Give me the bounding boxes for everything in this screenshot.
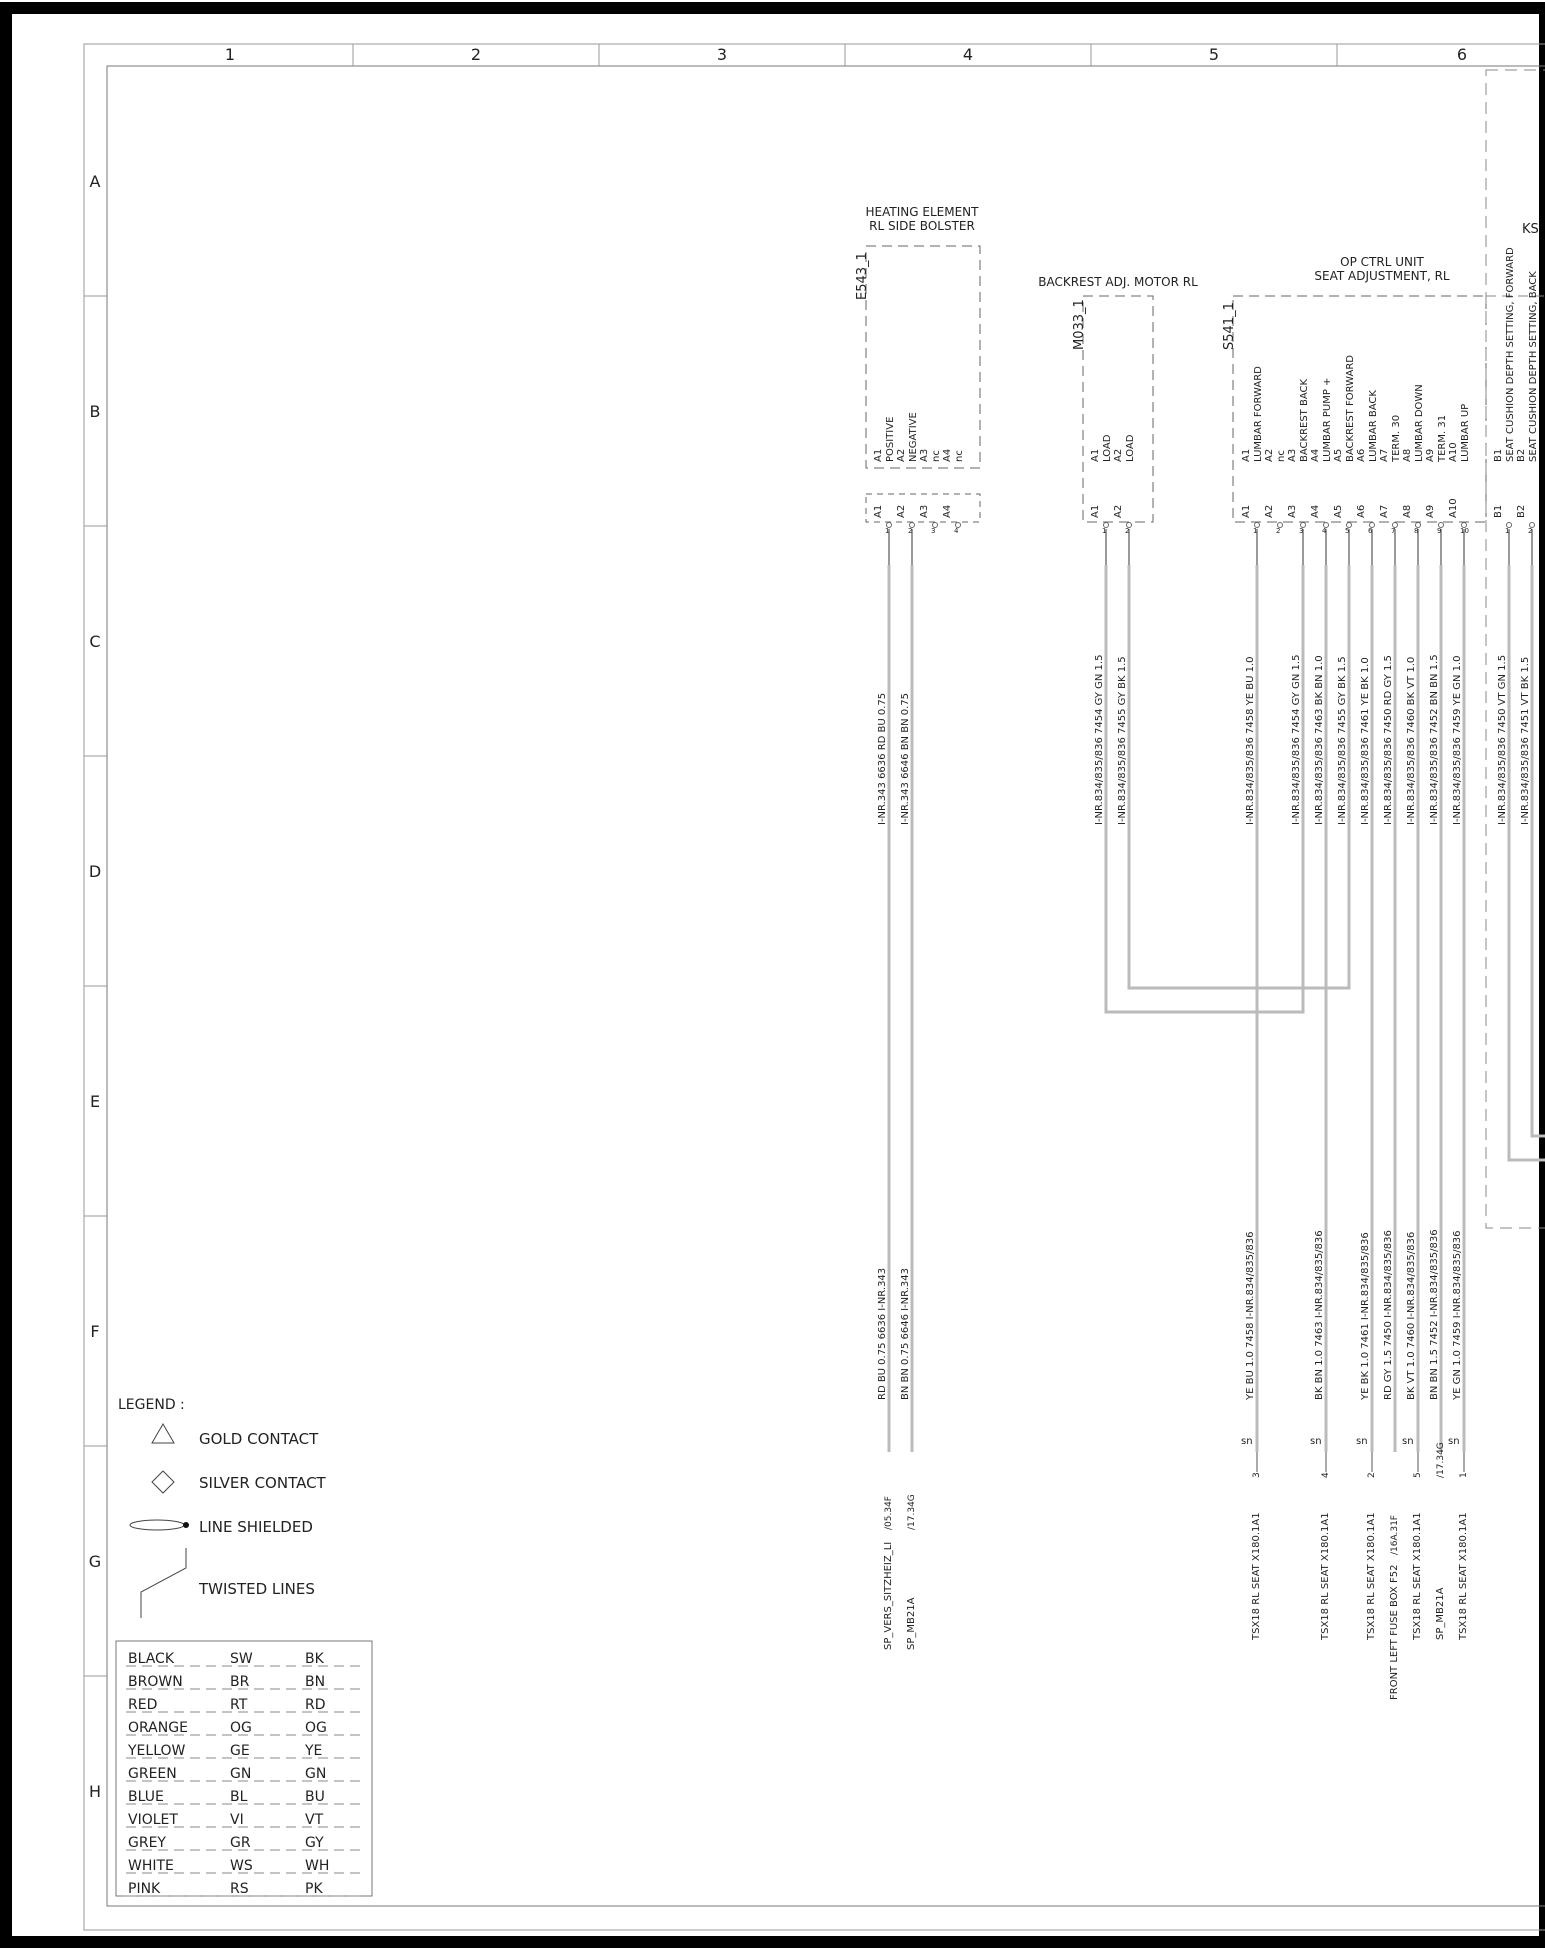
pin-contact-icon [1324, 523, 1329, 528]
color-name: WHITE [128, 1858, 174, 1874]
s541-title-1: OP CTRL UNIT [1340, 255, 1424, 269]
pin-contact-icon [1104, 523, 1109, 528]
pin-contact-icon [1462, 523, 1467, 528]
pin-number: 4 [954, 527, 959, 535]
pin-id-label: A3 [1287, 448, 1298, 462]
connector-pin-id: A2 [896, 504, 907, 518]
color-code-de: RS [230, 1881, 249, 1897]
pin-function-label: LUMBAR FORWARD [1253, 366, 1264, 462]
column-label: 1 [224, 45, 236, 64]
connector-pin-id: A2 [1264, 504, 1275, 518]
pin-number: 2 [1276, 527, 1281, 535]
wire-label-top: I-NR.834/835/836 7463 BK BN 1.0 [1314, 655, 1325, 825]
wire-layer [877, 529, 1532, 1700]
row-label: C [89, 632, 101, 651]
pin-number: 3 [1299, 527, 1304, 535]
color-code-en: GN [305, 1766, 327, 1782]
row-label: E [89, 1092, 101, 1111]
destination-ref: 1 [1459, 1472, 1469, 1478]
connector-pin-id: A1 [1241, 504, 1252, 518]
pin-contact-icon [933, 523, 938, 528]
legend-gold: GOLD CONTACT [199, 1430, 319, 1448]
wire-label-top: I-NR.834/835/836 7451 VT BK 1.5 [1520, 656, 1531, 825]
wire-label-top: I-NR.343 6646 BN BN 0.75 [900, 692, 911, 825]
pin-id-label: A4 [942, 448, 953, 462]
color-code-en: GY [305, 1835, 324, 1851]
pin-id-label: A7 [1379, 448, 1390, 462]
pin-function-label: LUMBAR DOWN [1414, 384, 1425, 462]
destination-label: SP_VERS_SITZHEIZ_LI [883, 1541, 894, 1650]
color-name: ORANGE [128, 1720, 188, 1736]
destination-ref: /17.34G [907, 1494, 917, 1530]
wire-label-bottom: BN BN 0.75 6646 I-NR.343 [900, 1267, 911, 1400]
connector-pin-id: A1 [873, 504, 884, 518]
color-name: RED [128, 1697, 158, 1713]
destination-label: SP_MB21A [906, 1597, 917, 1650]
component-m033 [1038, 275, 1198, 522]
color-table-rows [126, 1651, 362, 1897]
splice-label: sn [1356, 1436, 1368, 1447]
pin-function-label: nc [954, 450, 965, 462]
destination-ref: 2 [1367, 1472, 1377, 1478]
silver-contact-icon [152, 1471, 174, 1493]
wire-label-top: I-NR.834/835/836 7461 YE BK 1.0 [1360, 657, 1371, 825]
pin-number: 6 [1368, 527, 1373, 535]
color-name: BLUE [128, 1789, 164, 1805]
destination-ref: 3 [1252, 1472, 1262, 1478]
pin-id-label: A8 [1402, 448, 1413, 462]
color-name: GREY [128, 1835, 166, 1851]
pin-contact-icon [956, 523, 961, 528]
wire-label-bottom: YE BU 1.0 7458 I-NR.834/835/836 [1245, 1231, 1256, 1400]
pin-id-label: A1 [1090, 448, 1101, 462]
row-label: A [89, 172, 101, 191]
pin-function-label: NEGATIVE [908, 412, 919, 462]
color-code-de: RT [230, 1697, 248, 1713]
connector-pin-id: A3 [1287, 504, 1298, 518]
wire-label-top: I-NR.834/835/836 7450 RD GY 1.5 [1383, 655, 1394, 825]
pin-id-label: A2 [1113, 448, 1124, 462]
color-code-en: PK [305, 1881, 323, 1897]
legend-twisted: TWISTED LINES [199, 1580, 315, 1598]
ks-outer-box [1486, 70, 1545, 1228]
pin-function-label: BACKREST FORWARD [1345, 355, 1356, 462]
wire-label-top: I-NR.834/835/836 7458 YE BU 1.0 [1245, 656, 1256, 825]
color-code-en: BN [305, 1674, 326, 1690]
pin-contact-icon [910, 523, 915, 528]
pin-id-label: A1 [873, 448, 884, 462]
color-code-en: OG [305, 1720, 327, 1736]
color-code-de: BL [230, 1789, 248, 1805]
connector-pin-id: B1 [1493, 504, 1504, 518]
pin-number: 3 [931, 527, 936, 535]
s541-box [1233, 296, 1486, 522]
pin-function-label: LOAD [1125, 434, 1136, 462]
row-label: D [88, 862, 102, 881]
legend-silver: SILVER CONTACT [199, 1474, 326, 1492]
color-code-de: VI [230, 1812, 244, 1828]
connector-pin-id: A1 [1090, 504, 1101, 518]
wire-label-top: I-NR.834/835/836 7460 BK VT 1.0 [1406, 656, 1417, 825]
pin-number: 1 [1102, 527, 1107, 535]
wire-label-top: I-NR.834/835/836 7452 BN BN 1.5 [1429, 654, 1440, 825]
color-code-de: SW [230, 1651, 253, 1667]
pin-function-label: nc [1276, 450, 1287, 462]
destination-label: TSX18 RL SEAT X180.1A1 [1412, 1512, 1423, 1640]
gold-contact-icon [152, 1424, 174, 1443]
pin-function-label: TERM. 30 [1391, 414, 1402, 462]
pin-id-label: A3 [919, 448, 930, 462]
color-code-en: BU [305, 1789, 325, 1805]
legend-shielded: LINE SHIELDED [199, 1518, 313, 1536]
connector-pin-id: A9 [1425, 504, 1436, 518]
pin-contact-icon [1530, 523, 1535, 528]
pin-function-label: POSITIVE [885, 416, 896, 462]
s541-title-2: SEAT ADJUSTMENT, RL [1314, 269, 1450, 283]
connector-pin-id: A7 [1379, 504, 1390, 518]
wire-label-top: I-NR.834/835/836 7450 VT GN 1.5 [1497, 654, 1508, 825]
pin-function-label: TERM. 31 [1437, 414, 1448, 462]
pin-contact-icon [1255, 523, 1260, 528]
column-label: 6 [1456, 45, 1468, 64]
pin-id-label: B1 [1493, 448, 1504, 462]
m033-box [1083, 296, 1153, 522]
pin-contact-icon [1127, 523, 1132, 528]
pin-function-label: LUMBAR BACK [1368, 390, 1379, 462]
color-code-de: GR [230, 1835, 251, 1851]
wire-label-top: I-NR.834/835/836 7454 GY GN 1.5 [1291, 654, 1302, 825]
color-name: GREEN [128, 1766, 177, 1782]
m033-ref: M033_1 [1072, 299, 1087, 350]
wire-route-m033-a1 [1106, 565, 1303, 1012]
pin-id-label: A2 [1264, 448, 1275, 462]
color-code-en: RD [305, 1697, 326, 1713]
pin-layer [873, 247, 1539, 535]
destination-ref: 5 [1413, 1472, 1423, 1478]
wire-label-bottom: RD GY 1.5 7450 I-NR.834/835/836 [1383, 1230, 1394, 1400]
color-name: BLACK [128, 1651, 175, 1667]
splice-label: sn [1448, 1436, 1460, 1447]
connector-pin-id: A10 [1448, 498, 1459, 518]
splice-label: sn [1310, 1436, 1322, 1447]
pin-number: 9 [1437, 527, 1442, 535]
pin-number: 7 [1391, 527, 1396, 535]
wire-label-bottom: YE BK 1.0 7461 I-NR.834/835/836 [1360, 1232, 1371, 1400]
pin-function-label: LUMBAR UP [1460, 403, 1471, 462]
wire-label-top: I-NR.834/835/836 7455 GY BK 1.5 [1337, 656, 1348, 825]
e543-ref: E543_1 [855, 252, 870, 300]
destination-label: TSX18 RL SEAT X180.1A1 [1366, 1512, 1377, 1640]
destination-ref: /05.34F [884, 1496, 894, 1530]
legend [116, 1397, 372, 1897]
pin-function-label: SEAT CUSHION DEPTH SETTING, FORWARD [1505, 247, 1516, 462]
pin-function-label: BACKREST BACK [1299, 378, 1310, 462]
pin-number: 1 [885, 527, 890, 535]
component-e543 [855, 205, 980, 522]
color-name: YELLOW [128, 1743, 186, 1759]
pin-contact-icon [1439, 523, 1444, 528]
column-label: 4 [962, 45, 974, 64]
wire-label-top: I-NR.834/835/836 7459 YE GN 1.0 [1452, 655, 1463, 825]
row-label: B [89, 402, 101, 421]
pin-number: 10 [1460, 527, 1469, 535]
pin-function-label: LUMBAR PUMP + [1322, 377, 1333, 462]
color-code-en: VT [305, 1812, 324, 1828]
destination-label: TSX18 RL SEAT X180.1A1 [1458, 1512, 1469, 1640]
e543-title-1: HEATING ELEMENT [865, 205, 979, 219]
pin-function-label: nc [931, 450, 942, 462]
pin-id-label: B2 [1516, 448, 1527, 462]
color-code-en: BK [305, 1651, 324, 1667]
pin-contact-icon [887, 523, 892, 528]
wire-label-bottom: RD BU 0.75 6636 I-NR.343 [877, 1267, 888, 1400]
pin-contact-icon [1416, 523, 1421, 528]
pin-number: 1 [1505, 527, 1510, 535]
connector-pin-id: A2 [1113, 504, 1124, 518]
destination-ref: /17.34G [1436, 1442, 1446, 1478]
legend-title: LEGEND : [118, 1397, 185, 1413]
column-label: 3 [716, 45, 728, 64]
destination-label: TSX18 RL SEAT X180.1A1 [1320, 1512, 1331, 1640]
pin-number: 4 [1322, 527, 1327, 535]
column-label: 2 [470, 45, 482, 64]
destination-ref: 4 [1321, 1472, 1331, 1478]
component-ks [1486, 70, 1545, 1228]
color-name: PINK [128, 1881, 161, 1897]
twisted-lines-icon [141, 1548, 186, 1618]
m033-title: BACKREST ADJ. MOTOR RL [1038, 275, 1198, 289]
pin-function-label: LOAD [1102, 434, 1113, 462]
pin-number: 1 [1253, 527, 1258, 535]
pin-id-label: A9 [1425, 448, 1436, 462]
wire-label-bottom: YE GN 1.0 7459 I-NR.834/835/836 [1452, 1230, 1463, 1400]
connector-pin-id: A4 [1310, 504, 1321, 518]
pin-id-label: A10 [1448, 442, 1459, 462]
color-code-de: OG [230, 1720, 252, 1736]
pin-number: 2 [1528, 527, 1533, 535]
ks-ref: KS [1522, 222, 1539, 237]
color-code-de: WS [230, 1858, 253, 1874]
color-name: BROWN [128, 1674, 183, 1690]
pin-contact-icon [1347, 523, 1352, 528]
connector-pin-id: A6 [1356, 504, 1367, 518]
e543-box [866, 246, 980, 468]
wire-label-bottom: BK BN 1.0 7463 I-NR.834/835/836 [1314, 1230, 1325, 1400]
splice-label: sn [1241, 1436, 1253, 1447]
row-label: G [88, 1552, 102, 1571]
pin-contact-icon [1393, 523, 1398, 528]
pin-function-label: SEAT CUSHION DEPTH SETTING, BACK [1528, 271, 1539, 462]
wire-label-bottom: BN BN 1.5 7452 I-NR.834/835/836 [1429, 1229, 1440, 1400]
destination-label: SP_MB21A [1435, 1587, 1446, 1640]
pin-id-label: A1 [1241, 448, 1252, 462]
splice-label: sn [1402, 1436, 1414, 1447]
color-code-en: WH [305, 1858, 330, 1874]
color-code-de: GN [230, 1766, 252, 1782]
destination-label: FRONT LEFT FUSE BOX F52 [1389, 1564, 1400, 1700]
shield-dot-icon [183, 1522, 189, 1528]
s541-ref: S541_1 [1222, 302, 1237, 350]
pin-number: 8 [1414, 527, 1419, 535]
pin-id-label: A4 [1310, 448, 1321, 462]
pin-contact-icon [1278, 523, 1283, 528]
pin-number: 5 [1345, 527, 1350, 535]
destination-label: TSX18 RL SEAT X180.1A1 [1251, 1512, 1262, 1640]
connector-pin-id: A3 [919, 504, 930, 518]
e543-title-2: RL SIDE BOLSTER [869, 219, 975, 233]
pin-id-label: A6 [1356, 448, 1367, 462]
column-label: 5 [1208, 45, 1220, 64]
wire-label-top: I-NR.834/835/836 7455 GY BK 1.5 [1117, 656, 1128, 825]
wire-label-bottom: BK VT 1.0 7460 I-NR.834/835/836 [1406, 1231, 1417, 1400]
color-code-de: BR [230, 1674, 250, 1690]
connector-pin-id: A5 [1333, 504, 1344, 518]
connector-pin-id: A4 [942, 504, 953, 518]
pin-number: 2 [908, 527, 913, 535]
row-label: F [90, 1322, 100, 1341]
pin-contact-icon [1370, 523, 1375, 528]
wire-label-top: I-NR.834/835/836 7454 GY GN 1.5 [1094, 654, 1105, 825]
pin-number: 2 [1125, 527, 1130, 535]
pin-id-label: A5 [1333, 448, 1344, 462]
color-code-en: YE [305, 1743, 323, 1759]
destination-ref: /16A.31F [1390, 1515, 1400, 1555]
connector-pin-id: B2 [1516, 504, 1527, 518]
pin-id-label: A2 [896, 448, 907, 462]
color-name: VIOLET [128, 1812, 178, 1828]
connector-pin-id: A8 [1402, 504, 1413, 518]
wire-label-top: I-NR.343 6636 RD BU 0.75 [877, 692, 888, 825]
pin-contact-icon [1507, 523, 1512, 528]
pin-contact-icon [1301, 523, 1306, 528]
color-code-de: GE [230, 1743, 250, 1759]
shielded-line-icon [130, 1520, 184, 1530]
row-label: H [88, 1782, 102, 1801]
